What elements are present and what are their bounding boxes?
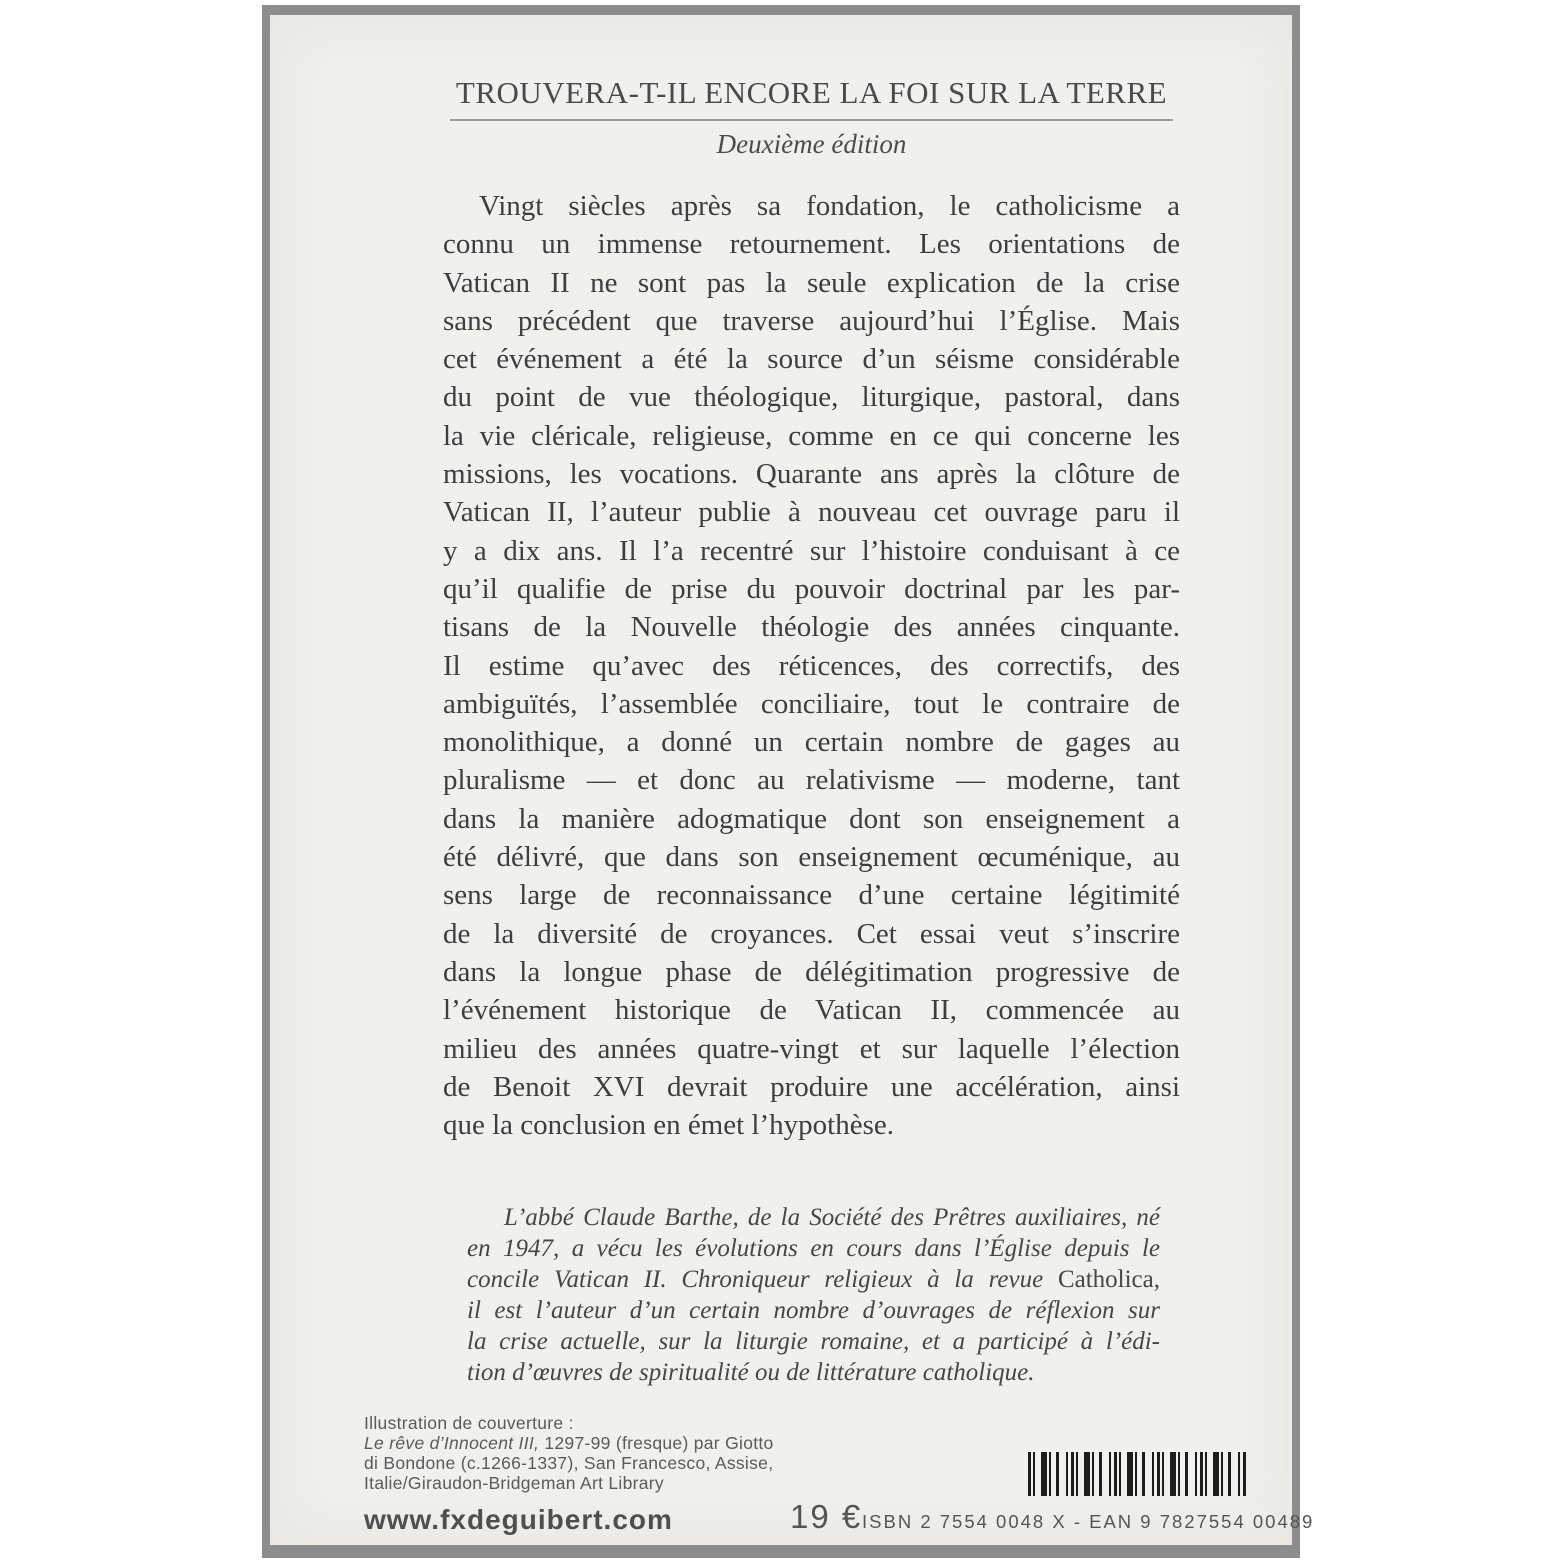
credits-label: Illustration de couverture : <box>364 1413 574 1433</box>
bio-line: il est l’auteur d’un certain nombre d’ouvrages de réflexion sur <box>467 1297 1160 1324</box>
synopsis-line: missions, les vocations. Quarante ans après la clôture de <box>443 458 1180 491</box>
bio-line: en 1947, a vécu les évolutions en cours dans l’Église depuis le <box>467 1235 1160 1262</box>
bio-line-italic-part: concile Vatican II. Chroniqueur religieux à la revue <box>467 1266 1058 1293</box>
synopsis-line: de la diversité de croyances. Cet essai veut s’inscrire <box>443 917 1180 950</box>
synopsis-line: connu un immense retournement. Les orientations de <box>443 228 1180 261</box>
synopsis-line: ambiguïtés, l’assemblée conciliaire, tout le contraire de <box>443 687 1180 720</box>
illustration-credits <box>364 1413 774 1493</box>
bio-line-roman-part: Catholica, <box>1057 1266 1160 1293</box>
credits-line: di Bondone (c.1266-1337), San Francesco, Assise, <box>364 1453 774 1473</box>
price-label: 19 € <box>790 1498 863 1535</box>
synopsis-line: qu’il qualifie de prise du pouvoir doctrinal par les par- <box>443 572 1180 605</box>
synopsis-line: Vatican II ne sont pas la seule explication de la crise <box>443 266 1180 299</box>
synopsis-line: monolithique, a donné un certain nombre de gages au <box>443 726 1180 759</box>
credits-line: Italie/Giraudon-Bridgeman Art Library <box>364 1473 664 1493</box>
synopsis-line: y a dix ans. Il l’a recentré sur l’histoire conduisant à ce <box>443 534 1180 567</box>
synopsis-line: Vatican II, l’auteur publie à nouveau cet ouvrage paru il <box>443 496 1180 529</box>
synopsis-line: de Benoit XVI devrait produire une accélération, ainsi <box>443 1070 1180 1103</box>
edition-subtitle: Deuxième édition <box>716 129 907 159</box>
synopsis-paragraph <box>443 187 1180 1144</box>
cover-header <box>443 75 1180 160</box>
bio-line: tion d’œuvres de spiritualité ou de littérature catholique. <box>467 1359 1035 1386</box>
publisher-website: www.fxdeguibert.com <box>364 1504 673 1535</box>
synopsis-line: sans précédent que traverse aujourd’hui l’Église. Mais <box>443 304 1180 337</box>
credits-work <box>364 1433 774 1453</box>
synopsis-line: dans la manière adogmatique dont son enseignement a <box>443 802 1180 835</box>
bio-line <box>467 1264 1160 1295</box>
synopsis-line: que la conclusion en émet l’hypothèse. <box>443 1109 894 1142</box>
book-title: TROUVERA-T-IL ENCORE LA FOI SUR LA TERRE <box>450 75 1173 121</box>
synopsis-line: Il estime qu’avec des réticences, des correctifs, des <box>443 649 1180 682</box>
isbn-ean-label: ISBN 2 7554 0048 X - EAN 9 7827554 00489 <box>862 1511 1315 1532</box>
author-bio <box>467 1202 1160 1388</box>
book-cover-frame <box>262 5 1315 1558</box>
synopsis-line: dans la longue phase de délégitimation progressive de <box>443 955 1180 988</box>
synopsis-line: du point de vue théologique, liturgique, pastoral, dans <box>443 381 1180 414</box>
synopsis-line: Vingt siècles après sa fondation, le catholicisme a <box>479 190 1180 222</box>
synopsis-line: pluralisme — et donc au relativisme — moderne, tant <box>443 764 1180 797</box>
credits-work-title: Le rêve d’Innocent III, <box>364 1433 540 1453</box>
credits-work-rest: 1297-99 (fresque) par Giotto <box>539 1433 774 1453</box>
synopsis-line: cet événement a été la source d’un séisme considérable <box>443 343 1180 376</box>
bio-line: L’abbé Claude Barthe, de la Société des Prêtres auxiliaires, né <box>504 1204 1160 1231</box>
synopsis-line: été délivré, que dans son enseignement œcuménique, au <box>443 841 1180 874</box>
synopsis-line: tisans de la Nouvelle théologie des années cinquante. <box>443 611 1180 644</box>
synopsis-line: sens large de reconnaissance d’une certaine légitimité <box>443 879 1180 912</box>
synopsis-line: milieu des années quatre-vingt et sur laquelle l’élection <box>443 1032 1180 1065</box>
synopsis-line: la vie cléricale, religieuse, comme en ce qui concerne les <box>443 419 1180 452</box>
bio-line: la crise actuelle, sur la liturgie romaine, et a participé à l’édi- <box>467 1328 1160 1355</box>
book-back-cover <box>270 15 1315 1545</box>
synopsis-line: l’événement historique de Vatican II, commencée au <box>443 994 1180 1027</box>
ean-barcode <box>1028 1452 1246 1496</box>
